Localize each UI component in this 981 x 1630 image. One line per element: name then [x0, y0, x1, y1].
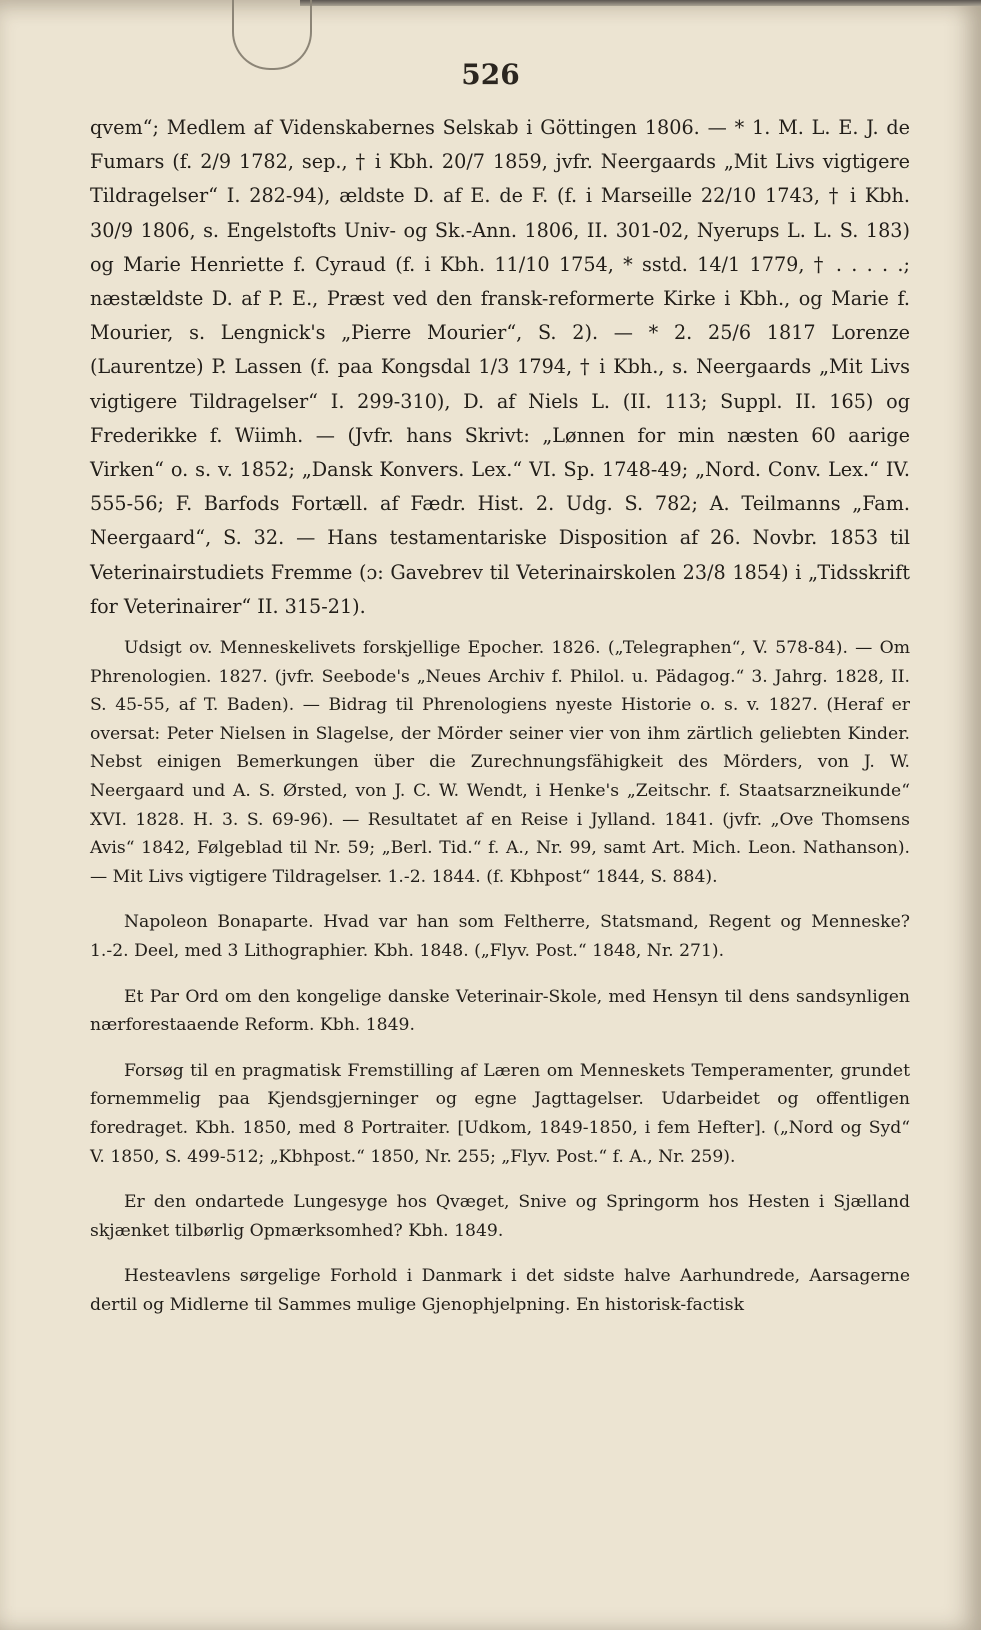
- work-entry: Forsøg til en pragmatisk Fremstilling af Læren om Menneskets Temperamenter, grundet fornemmelig paa Kjendsgjerninger og egne Jagttagelser. Udarbeidet og offentligen foredraget. Kbh. 1850, med 8 Portraiter. [Udkom, 1849-1850, i fem Hefter]. („Nord og Syd“ V. 1850, S. 499-512; „Kbhpost.“ 1850, Nr. 255; „Flyv. Post.“ f. A., Nr. 259).: [90, 1060, 910, 1167]
- page-text: [90, 111, 910, 1320]
- work-entry: Er den ondartede Lungesyge hos Qvæget, Snive og Springorm hos Hesten i Sjælland skjænket tilbørlig Opmærksomhed? Kbh. 1849.: [90, 1192, 910, 1241]
- page-number: 526: [461, 58, 520, 91]
- work-entry: Et Par Ord om den kongelige danske Veterinair-Skole, med Hensyn til dens sandsynligen nærforestaaende Reform. Kbh. 1849.: [90, 986, 910, 1036]
- work-entry: Udsigt ov. Menneskelivets forskjellige Epocher. 1826. („Telegraphen“, V. 578-84). — Om Phrenologien. 1827. (jvfr. Seebode's „Neues Archiv f. Philol. u. Pädagog.“ 3. Jahrg. 1828, II. S. 45-55, af T. Baden). — Bidrag til Phrenologiens nyeste Historie o. s. v. 1827. (Heraf er oversat: Peter Nielsen in Slagelse, der Mörder seiner vier von ihm zärtlich geliebten Kinder. Nebst einigen Bemerkungen über die Zurechnungsfähigkeit des Mörders, von J. W. Neergaard und A. S. Ørsted, von J. C. W. Wendt, i Henke's „Zeitschr. f. Staatsarzneikunde“ XVI. 1828. H. 3. S. 69-96). — Resultatet af en Reise i Jylland. 1841. (jvfr. „Ove Thomsens Avis“ 1842, Følgeblad til Nr. 59; „Berl. Tid.“ f. A., Nr. 99, samt Art. Mich. Leon. Nathanson). — Mit Livs vigtigere Tildragelser. 1.-2. 1844. (f. Kbhpost“ 1844, S. 884).: [90, 638, 910, 887]
- work-entry: Hesteavlens sørgelige Forhold i Danmark i det sidste halve Aarhundrede, Aarsagerne dertil og Midlerne til Sammes mulige Gjenophjelpning. En historisk-factisk: [90, 1266, 910, 1315]
- lead-paragraph: qvem“; Medlem af Videnskabernes Selskab i Göttingen 1806. — * 1. M. L. E. J. de Fumars (f. 2/9 1782, sep., † i Kbh. 20/7 1859, jvfr. Neergaards „Mit Livs vigtigere Tildragelser“ I. 282-94), ældste D. af E. de F. (f. i Marseille 22/10 1743, † i Kbh. 30/9 1806, s. Engelstofts Univ- og Sk.-Ann. 1806, II. 301-02, Nyerups L. L. S. 183) og Marie Henriette f. Cyraud (f. i Kbh. 11/10 1754, * sstd. 14/1 1779, † . . . . .; næstældste D. af P. E., Præst ved den fransk-reformerte Kirke i Kbh., og Marie f. Mourier, s. Lengnick's „Pierre Mourier“, S. 2). — * 2. 25/6 1817 Lorenze (Laurentze) P. Lassen (f. paa Kongsdal 1/3 1794, † i Kbh., s. Neergaards „Mit Livs vigtigere Tildragelser“ I. 299-310), D. af Niels L. (II. 113; Suppl. II. 165) og Frederikke f. Wiimh. — (Jvfr. hans Skrivt: „Lønnen for min næsten 60 aarige Virken“ o. s. v. 1852; „Dansk Konvers. Lex.“ VI. Sp. 1748-49; „Nord. Conv. Lex.“ IV. 555-56; F. Barfods Fortæll. af Fædr. Hist. 2. Udg. S. 782; A. Teilmanns „Fam. Neergaard“, S. 32. — Hans testamentariske Disposition af 26. Novbr. 1853 til Veterinairstudiets Fremme (ɔ: Gavebrev til Veterinairskolen 23/8 1854) i „Tidsskrift for Veterinairer“ II. 315-21).: [90, 116, 910, 618]
- page-edge: [300, 0, 981, 6]
- work-entry: Napoleon Bonaparte. Hvad var han som Feltherre, Statsmand, Regent og Menneske? 1.-2. Deel, med 3 Lithographier. Kbh. 1848. („Flyv. Post.“ 1848, Nr. 271).: [90, 912, 910, 961]
- biography-entry: [90, 111, 910, 624]
- works-list: [90, 634, 910, 1319]
